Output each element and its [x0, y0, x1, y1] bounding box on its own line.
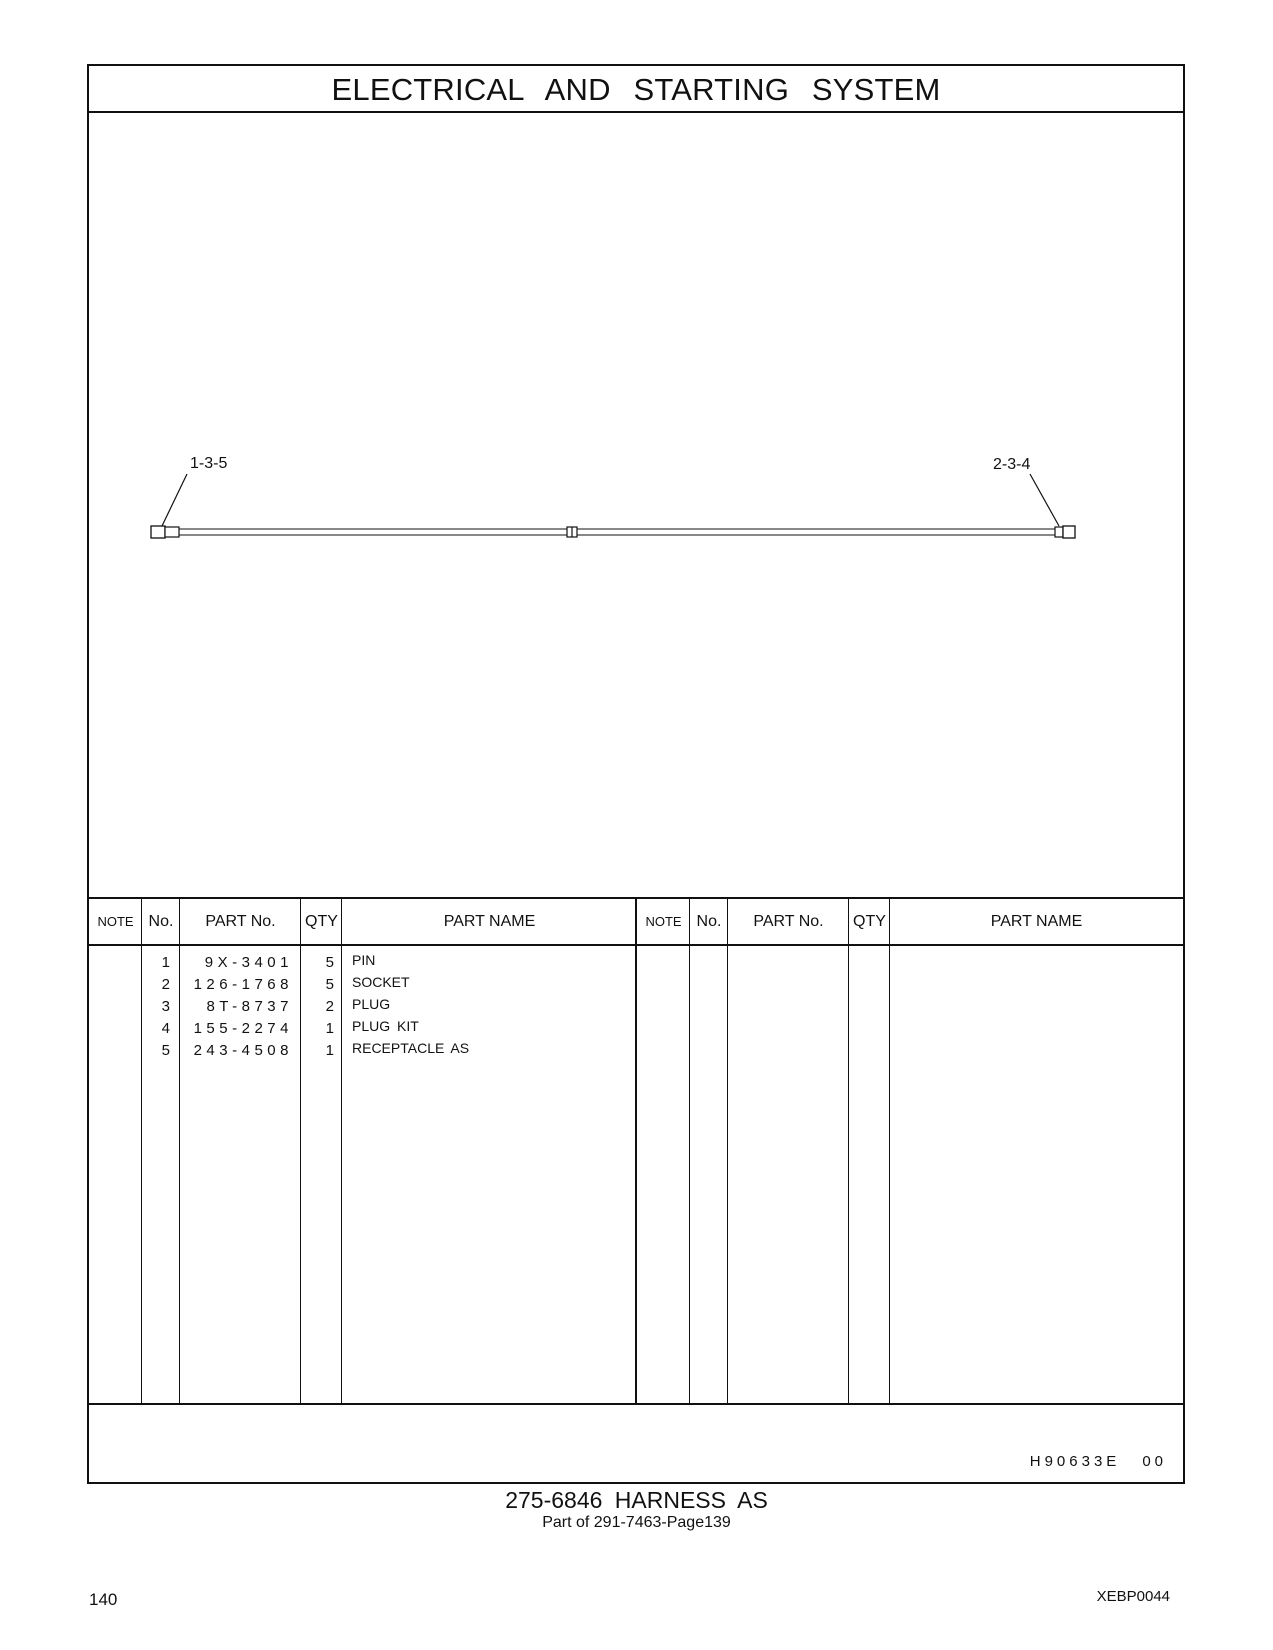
callout-left: 1-3-5: [190, 455, 228, 472]
harness-drawing: [89, 113, 1183, 897]
header-part-name-right: PART NAME: [990, 913, 1083, 930]
header-note-right: NOTE: [645, 914, 682, 929]
illustration-rev: 00: [1142, 1453, 1167, 1470]
header-part-no-right: PART No.: [753, 913, 824, 930]
harness-illustration: [89, 113, 1183, 897]
document-id: XEBP0044: [1096, 1588, 1170, 1605]
assembly-caption: 275-6846 HARNESS AS: [505, 1487, 768, 1513]
header-note-left: NOTE: [97, 914, 134, 929]
page-number: 140: [89, 1590, 118, 1609]
header-part-no-left: PART No.: [205, 913, 276, 930]
assembly-subcaption: Part of 291-7463-Page139: [542, 1514, 731, 1531]
illustration-code: H90633E 00: [1029, 1453, 1167, 1470]
parts-table: NOTE No. PART No. QTY PART NAME NOTE No. PART No. QTY PART NAME 1 9X-3401 5 PIN 2 126-1768 5 SOCKET 3 8T-8737 2 PLUG 4 155-2274 1 PLUG KIT 5 243-4508 1 RECEPTACLE AS: [89, 897, 1183, 1405]
section-title: ELECTRICAL AND STARTING SYSTEM: [89, 66, 1183, 113]
header-no-left: No.: [148, 913, 174, 930]
right-connector: [1063, 526, 1075, 538]
page-frame: [87, 64, 1185, 1484]
leader-line-right: [1030, 474, 1059, 526]
left-connector: [151, 526, 165, 538]
right-connector-collar: [1055, 527, 1063, 537]
header-qty-right: QTY: [853, 913, 886, 930]
header-part-name-left: PART NAME: [443, 913, 536, 930]
callout-right: 2-3-4: [993, 456, 1031, 473]
header-qty-left: QTY: [305, 913, 338, 930]
header-no-right: No.: [696, 913, 722, 930]
leader-line-left: [162, 474, 187, 526]
left-connector-collar: [165, 527, 179, 537]
